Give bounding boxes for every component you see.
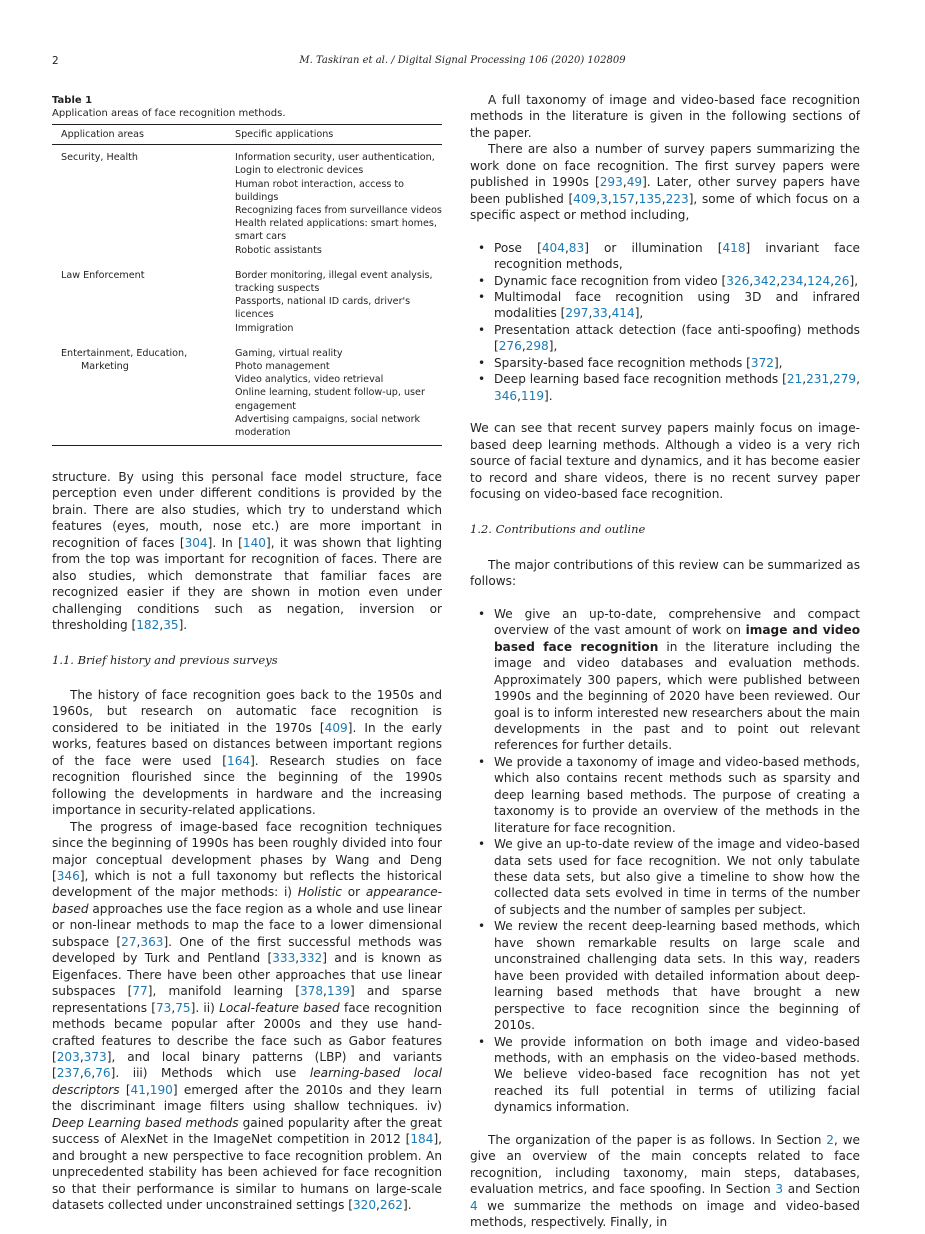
text-run: , xyxy=(803,273,808,288)
application-table xyxy=(52,124,442,446)
citation-link[interactable]: 184 xyxy=(410,1132,434,1147)
text-run: , xyxy=(159,618,164,633)
text-run: , xyxy=(776,273,781,288)
text-run: ]. Later, other survey papers have been published [ xyxy=(470,175,860,206)
text-run: , xyxy=(91,1066,96,1081)
citation-link[interactable]: 3 xyxy=(775,1182,784,1197)
application-item: Online learning, student follow-up, user engagement xyxy=(235,387,425,412)
text-run: ]. xyxy=(544,388,553,403)
text-run: , xyxy=(564,240,569,255)
table-label: Table 1 xyxy=(52,95,93,106)
text-run: ], xyxy=(849,273,859,288)
text-run: ]. Research studies on face recognition flourished since the beginning of the 1990s following the developments in hardware and the increasing importance in security-related applications. xyxy=(52,753,442,818)
paragraph xyxy=(52,687,442,819)
citation-link[interactable]: 26 xyxy=(834,273,850,288)
text-run: ] invariant face recognition methods, xyxy=(494,240,860,272)
column-header: Specific applications xyxy=(235,129,334,140)
text-run: , xyxy=(607,306,612,321)
text-run: , xyxy=(829,372,834,387)
text-run: in the literature including the image and video databases and evaluation methods. Approximately 300 papers, which were published between 1990s and the beginning of 2020 have been reviewed. Our goal is to inform interested new researchers about the main developments in the past and to point out relevant references for further details. xyxy=(494,639,860,753)
left-body xyxy=(52,469,442,1213)
text-run: , xyxy=(136,934,141,949)
text-run: , xyxy=(521,339,526,354)
text-run: Deep learning based face recognition methods [ xyxy=(494,372,787,387)
citation-link[interactable]: 140 xyxy=(242,535,266,550)
application-item: Passports, national ID cards, driver's licences xyxy=(235,296,411,321)
paragraph xyxy=(470,92,860,141)
text-run: face recognition methods became popular after 2000s and they use hand-crafted features to describe the face such as Gabor features [ xyxy=(52,1000,443,1064)
text-run: ], and brought a new perspective to face recognition problem. An unprecedented stability has been achieved for face recognition so that their performance is similar to humans on large-scale datasets collected under unconstrained settings [ xyxy=(52,1132,442,1213)
text-run: or xyxy=(342,885,366,900)
list-item xyxy=(494,322,860,355)
italic-text: Holistic xyxy=(297,885,343,900)
application-item: Gaming, virtual reality xyxy=(235,347,343,359)
column-header: Application areas xyxy=(61,129,145,140)
citation-link[interactable]: 262 xyxy=(379,1198,403,1213)
application-item: Photo management xyxy=(235,361,330,373)
application-item: Recognizing faces from surveillance videos xyxy=(235,205,442,217)
text-run: , xyxy=(622,175,627,190)
text-run: and Section xyxy=(783,1182,861,1197)
text-run: we summarize the methods on image and video-based methods, respectively. Finally, in xyxy=(470,1198,860,1230)
citation-link[interactable]: 409 xyxy=(573,191,597,206)
citation-link[interactable]: 363 xyxy=(140,934,164,949)
citation-link[interactable]: 320 xyxy=(352,1198,377,1213)
citation-link[interactable]: 6 xyxy=(83,1066,92,1081)
text-run: , xyxy=(79,1066,84,1081)
citation-link[interactable]: 373 xyxy=(83,1049,107,1064)
citation-link[interactable]: 346 xyxy=(494,388,518,403)
list-item xyxy=(494,606,860,754)
text-run: structure. By using this personal face model structure, face perception even under different conditions is provided by the brain. There are also studies, which try to understand which features (eyes, mouth, nose etc.) are more important in recognition of faces [ xyxy=(52,470,442,550)
list-item xyxy=(494,273,860,289)
text-run: ] and sparse representations [ xyxy=(52,984,442,1015)
list-item xyxy=(494,289,860,322)
text-run: ]. In the early works, features based on distances between important regions of the face were used [ xyxy=(52,720,442,768)
citation-link[interactable]: 3 xyxy=(600,191,608,206)
text-run: , xyxy=(171,1000,176,1015)
citation-link[interactable]: 135 xyxy=(638,191,662,206)
citation-link[interactable]: 75 xyxy=(175,1000,191,1015)
text-run: ]. iii) Methods which use xyxy=(110,1066,310,1081)
text-run: We provide a taxonomy of image and video-based methods, which also contains recent methods such as sparsity and deep learning based methods. The purpose of creating a taxonomy is to provide an overview of the methods in the literature for face recognition. xyxy=(494,754,860,835)
citation-link[interactable]: 304 xyxy=(184,535,208,550)
application-item: Information security, user authentication, xyxy=(235,152,435,164)
area-text: Law Enforcement xyxy=(61,269,145,281)
application-item: Health related applications: smart homes, smart cars xyxy=(235,218,437,243)
citation-link[interactable]: 157 xyxy=(611,191,635,206)
text-run: The progress of image-based face recognition techniques since the beginning of 1990s has been roughly divided into four major conceptual development phases by Wang and Deng [ xyxy=(52,819,442,883)
table-caption: Application areas of face recognition methods. xyxy=(52,108,286,119)
citation-link[interactable]: 83 xyxy=(568,240,585,255)
text-run: ]. ii) xyxy=(190,1000,220,1015)
citation-link[interactable]: 418 xyxy=(722,240,746,255)
section-heading-1-2: 1.2. Contributions and outline xyxy=(470,522,646,537)
text-run: We provide information on both image and video-based methods, with an emphasis on the video-based methods. We believe video-based face recognition has not yet reached its full potential in terms of utilizing facial dynamics information. xyxy=(494,1034,860,1115)
text-run: ]. xyxy=(403,1198,412,1213)
citation-link[interactable]: 41 xyxy=(130,1082,146,1097)
citation-link[interactable]: 73 xyxy=(155,1000,172,1015)
specific-applications xyxy=(226,341,442,446)
application-item: Robotic assistants xyxy=(235,244,322,256)
text-run: Dynamic face recognition from video [ xyxy=(494,273,727,288)
citation-link[interactable]: 276 xyxy=(498,339,522,354)
text-run: ] emerged after the 2010s and they learn the discriminant image filters using shallow techniques. iv) xyxy=(52,1082,442,1114)
application-item: Advertising campaigns, social network moderation xyxy=(235,413,421,439)
citation-link[interactable]: 27 xyxy=(121,934,137,949)
application-item: Human robot interaction, access to buildings xyxy=(235,178,405,203)
text-run: , xyxy=(596,191,601,206)
citation-link[interactable]: 203 xyxy=(56,1049,80,1064)
application-area xyxy=(52,341,226,446)
text-run: , xyxy=(830,273,835,288)
italic-text: appearance-based xyxy=(52,885,442,916)
citation-link[interactable]: 33 xyxy=(592,306,608,321)
text-run: ]. xyxy=(178,618,188,633)
text-run: The history of face recognition goes back to the 1950s and 1960s, but research on automatic face recognition is considered to be initiated in the 1970s [ xyxy=(52,687,442,735)
citation-link[interactable]: 124 xyxy=(807,273,831,288)
text-run: ], xyxy=(548,339,558,354)
citation-link[interactable]: 231 xyxy=(806,372,830,387)
text-run: , xyxy=(802,372,807,387)
text-run: , xyxy=(607,191,612,206)
text-run: Multimodal face recognition using 3D and infrared modalities [ xyxy=(494,289,860,321)
text-run: Sparsity-based face recognition methods [ xyxy=(494,355,751,370)
text-run: , xyxy=(634,191,639,206)
text-run: , xyxy=(145,1082,150,1097)
paragraph xyxy=(470,557,860,590)
list-item xyxy=(494,371,860,404)
contributions-list xyxy=(470,606,860,1116)
text-run: , xyxy=(588,306,593,321)
citation-link[interactable]: 372 xyxy=(750,355,774,370)
italic-text: Deep Learning based methods xyxy=(52,1115,239,1130)
list-item xyxy=(494,754,860,836)
application-item: Video analytics, video retrieval xyxy=(235,374,384,386)
text-run: We review the recent deep-learning based methods, which have shown remarkable results on large scale and unconstrained challenging data sets. In this way, readers have been provided with detailed information about deep-learning based methods that have brought a new perspective to face recognition since the beginning of 2010s. xyxy=(494,919,860,1033)
text-run: , xyxy=(295,951,300,966)
application-item: Border monitoring, illegal event analysis, tracking suspects xyxy=(235,269,433,295)
citation-link[interactable]: 378 xyxy=(299,984,324,999)
citation-link[interactable]: 332 xyxy=(299,951,323,966)
text-run: A full taxonomy of image and video-based face recognition methods in the literature is given in the following sections of the paper. xyxy=(470,93,860,140)
text-run: ], xyxy=(773,355,783,370)
application-area xyxy=(52,263,226,341)
citation-link[interactable]: 35 xyxy=(163,618,179,633)
survey-focus-list xyxy=(470,240,860,405)
text-run: ]. One of the first successful methods was developed by Turk and Pentland [ xyxy=(52,934,442,966)
paragraph xyxy=(52,469,442,634)
citation-link[interactable]: 77 xyxy=(132,984,148,999)
citation-link[interactable]: 346 xyxy=(56,868,80,883)
text-run: Presentation attack detection (face anti-spoofing) methods [ xyxy=(494,322,860,354)
text-run: ], and local binary patterns (LBP) and variants [ xyxy=(52,1049,442,1081)
text-run: [ xyxy=(119,1082,131,1097)
text-run: The major contributions of this review can be summarized as follows: xyxy=(470,557,860,589)
running-title: M. Taskiran et al. / Digital Signal Processing 106 (2020) 102809 xyxy=(299,55,626,66)
area-text: Entertainment, Education, xyxy=(61,347,188,359)
text-run: Pose [ xyxy=(494,240,542,255)
citation-link[interactable]: 414 xyxy=(611,306,635,321)
area-text: Marketing xyxy=(81,361,129,373)
citation-link[interactable]: 164 xyxy=(227,753,251,768)
text-run: approaches use the face region as a whole and use linear or non-linear methods to map the face to a lower dimensional subspace [ xyxy=(52,901,442,949)
citation-link[interactable]: 21 xyxy=(786,372,803,387)
application-item: Login to electronic devices xyxy=(235,165,364,177)
table-row xyxy=(52,263,442,341)
text-run: , we give an overview of the main concepts related to face recognition, including taxonomy, main steps, databases, evaluation metrics, and face spoofing. In Section xyxy=(470,1132,860,1197)
citation-link[interactable]: 190 xyxy=(149,1082,173,1097)
text-run: ]. In [ xyxy=(207,535,243,550)
citation-link[interactable]: 333 xyxy=(272,951,296,966)
list-item xyxy=(494,1034,860,1116)
citation-link[interactable]: 2 xyxy=(826,1132,834,1147)
text-run: , xyxy=(661,191,666,206)
section-heading-1-1: 1.1. Brief history and previous surveys xyxy=(52,652,278,667)
text-run: ], which is not a full taxonomy but reflects the historical development of the major methods: i) xyxy=(52,868,442,900)
list-item xyxy=(494,918,860,1033)
citation-link[interactable]: 76 xyxy=(95,1066,111,1081)
text-run: We give an up-to-date review of the image and video-based data sets used for face recognition. We not only tabulate these data sets, but also give a timeline to show how the collected data sets evolved in time in terms of the number of subjects and the number of samples per subject. xyxy=(494,837,860,917)
citation-link[interactable]: 4 xyxy=(470,1198,478,1213)
bold-text: image and video based face recognition xyxy=(494,623,861,654)
text-run: , xyxy=(856,372,860,387)
application-area xyxy=(52,145,226,263)
citation-link[interactable]: 297 xyxy=(565,306,589,321)
specific-applications xyxy=(226,263,442,341)
list-item xyxy=(494,240,860,273)
text-run: , xyxy=(749,273,754,288)
citation-link[interactable]: 326 xyxy=(726,273,750,288)
text-run: , xyxy=(376,1198,380,1213)
citation-link[interactable]: 234 xyxy=(780,273,804,288)
citation-link[interactable]: 409 xyxy=(324,720,348,735)
citation-link[interactable]: 293 xyxy=(599,175,623,190)
italic-text: learning-based local descriptors xyxy=(52,1066,442,1097)
text-run: gained popularity after the great success of AlexNet in the ImageNet competition in 2012 [ xyxy=(52,1115,443,1147)
text-run: , xyxy=(323,984,327,999)
list-item xyxy=(494,355,860,371)
page-number: 2 xyxy=(52,55,59,67)
right-column xyxy=(470,92,860,1231)
text-run: ] and is known as Eigenfaces. There have been other approaches that use linear subspaces [ xyxy=(52,951,442,999)
paragraph xyxy=(470,141,860,223)
citation-link[interactable]: 223 xyxy=(665,191,689,206)
text-run: We can see that recent survey papers mainly focus on image-based deep learning methods. Although a video is a very rich source of facial texture and dynamics, and it has become easier to record and share videos, there is no recent survey paper focusing on video-based face recognition. xyxy=(470,421,860,501)
left-column xyxy=(52,94,442,446)
application-item: Immigration xyxy=(235,322,294,334)
citation-link[interactable]: 404 xyxy=(541,240,565,255)
text-run: ], it was shown that lighting from the top was important for recognition of faces. There are also studies, which demonstrate that familiar faces are recognized easier if they are shown in motion even under challenging conditions such as negation, inversion or thresholding [ xyxy=(52,535,443,633)
text-run: ] or illumination [ xyxy=(584,240,723,255)
citation-link[interactable]: 182 xyxy=(136,618,160,633)
text-run: , xyxy=(517,388,521,403)
text-run: , xyxy=(79,1049,84,1064)
area-text: Security, Health xyxy=(61,152,138,164)
table-1 xyxy=(52,94,442,446)
table-row xyxy=(52,341,442,446)
citation-link[interactable]: 279 xyxy=(833,372,857,387)
text-run: The organization of the paper is as follows. In Section xyxy=(488,1132,827,1147)
paragraph xyxy=(52,819,442,1214)
list-item xyxy=(494,836,860,918)
text-run: ], some of which focus on a specific aspect or method including, xyxy=(470,191,861,223)
citation-link[interactable]: 237 xyxy=(56,1066,80,1081)
text-run: ], xyxy=(634,306,644,321)
citation-link[interactable]: 298 xyxy=(525,339,549,354)
paragraph xyxy=(470,1132,860,1231)
text-run: We give an up-to-date, comprehensive and compact overview of the vast amount of work on xyxy=(494,606,860,638)
italic-text: Local-feature based xyxy=(219,1000,340,1015)
text-run: There are also a number of survey papers summarizing the work done on face recognition. The first survey papers were published in 1990s [ xyxy=(470,142,860,190)
text-run: ], manifold learning [ xyxy=(147,984,300,999)
citation-link[interactable]: 49 xyxy=(626,175,643,190)
specific-applications xyxy=(226,145,442,263)
citation-link[interactable]: 139 xyxy=(326,984,350,999)
table-row xyxy=(52,145,442,263)
citation-link[interactable]: 119 xyxy=(520,388,545,403)
paragraph xyxy=(470,420,860,502)
citation-link[interactable]: 342 xyxy=(753,273,777,288)
